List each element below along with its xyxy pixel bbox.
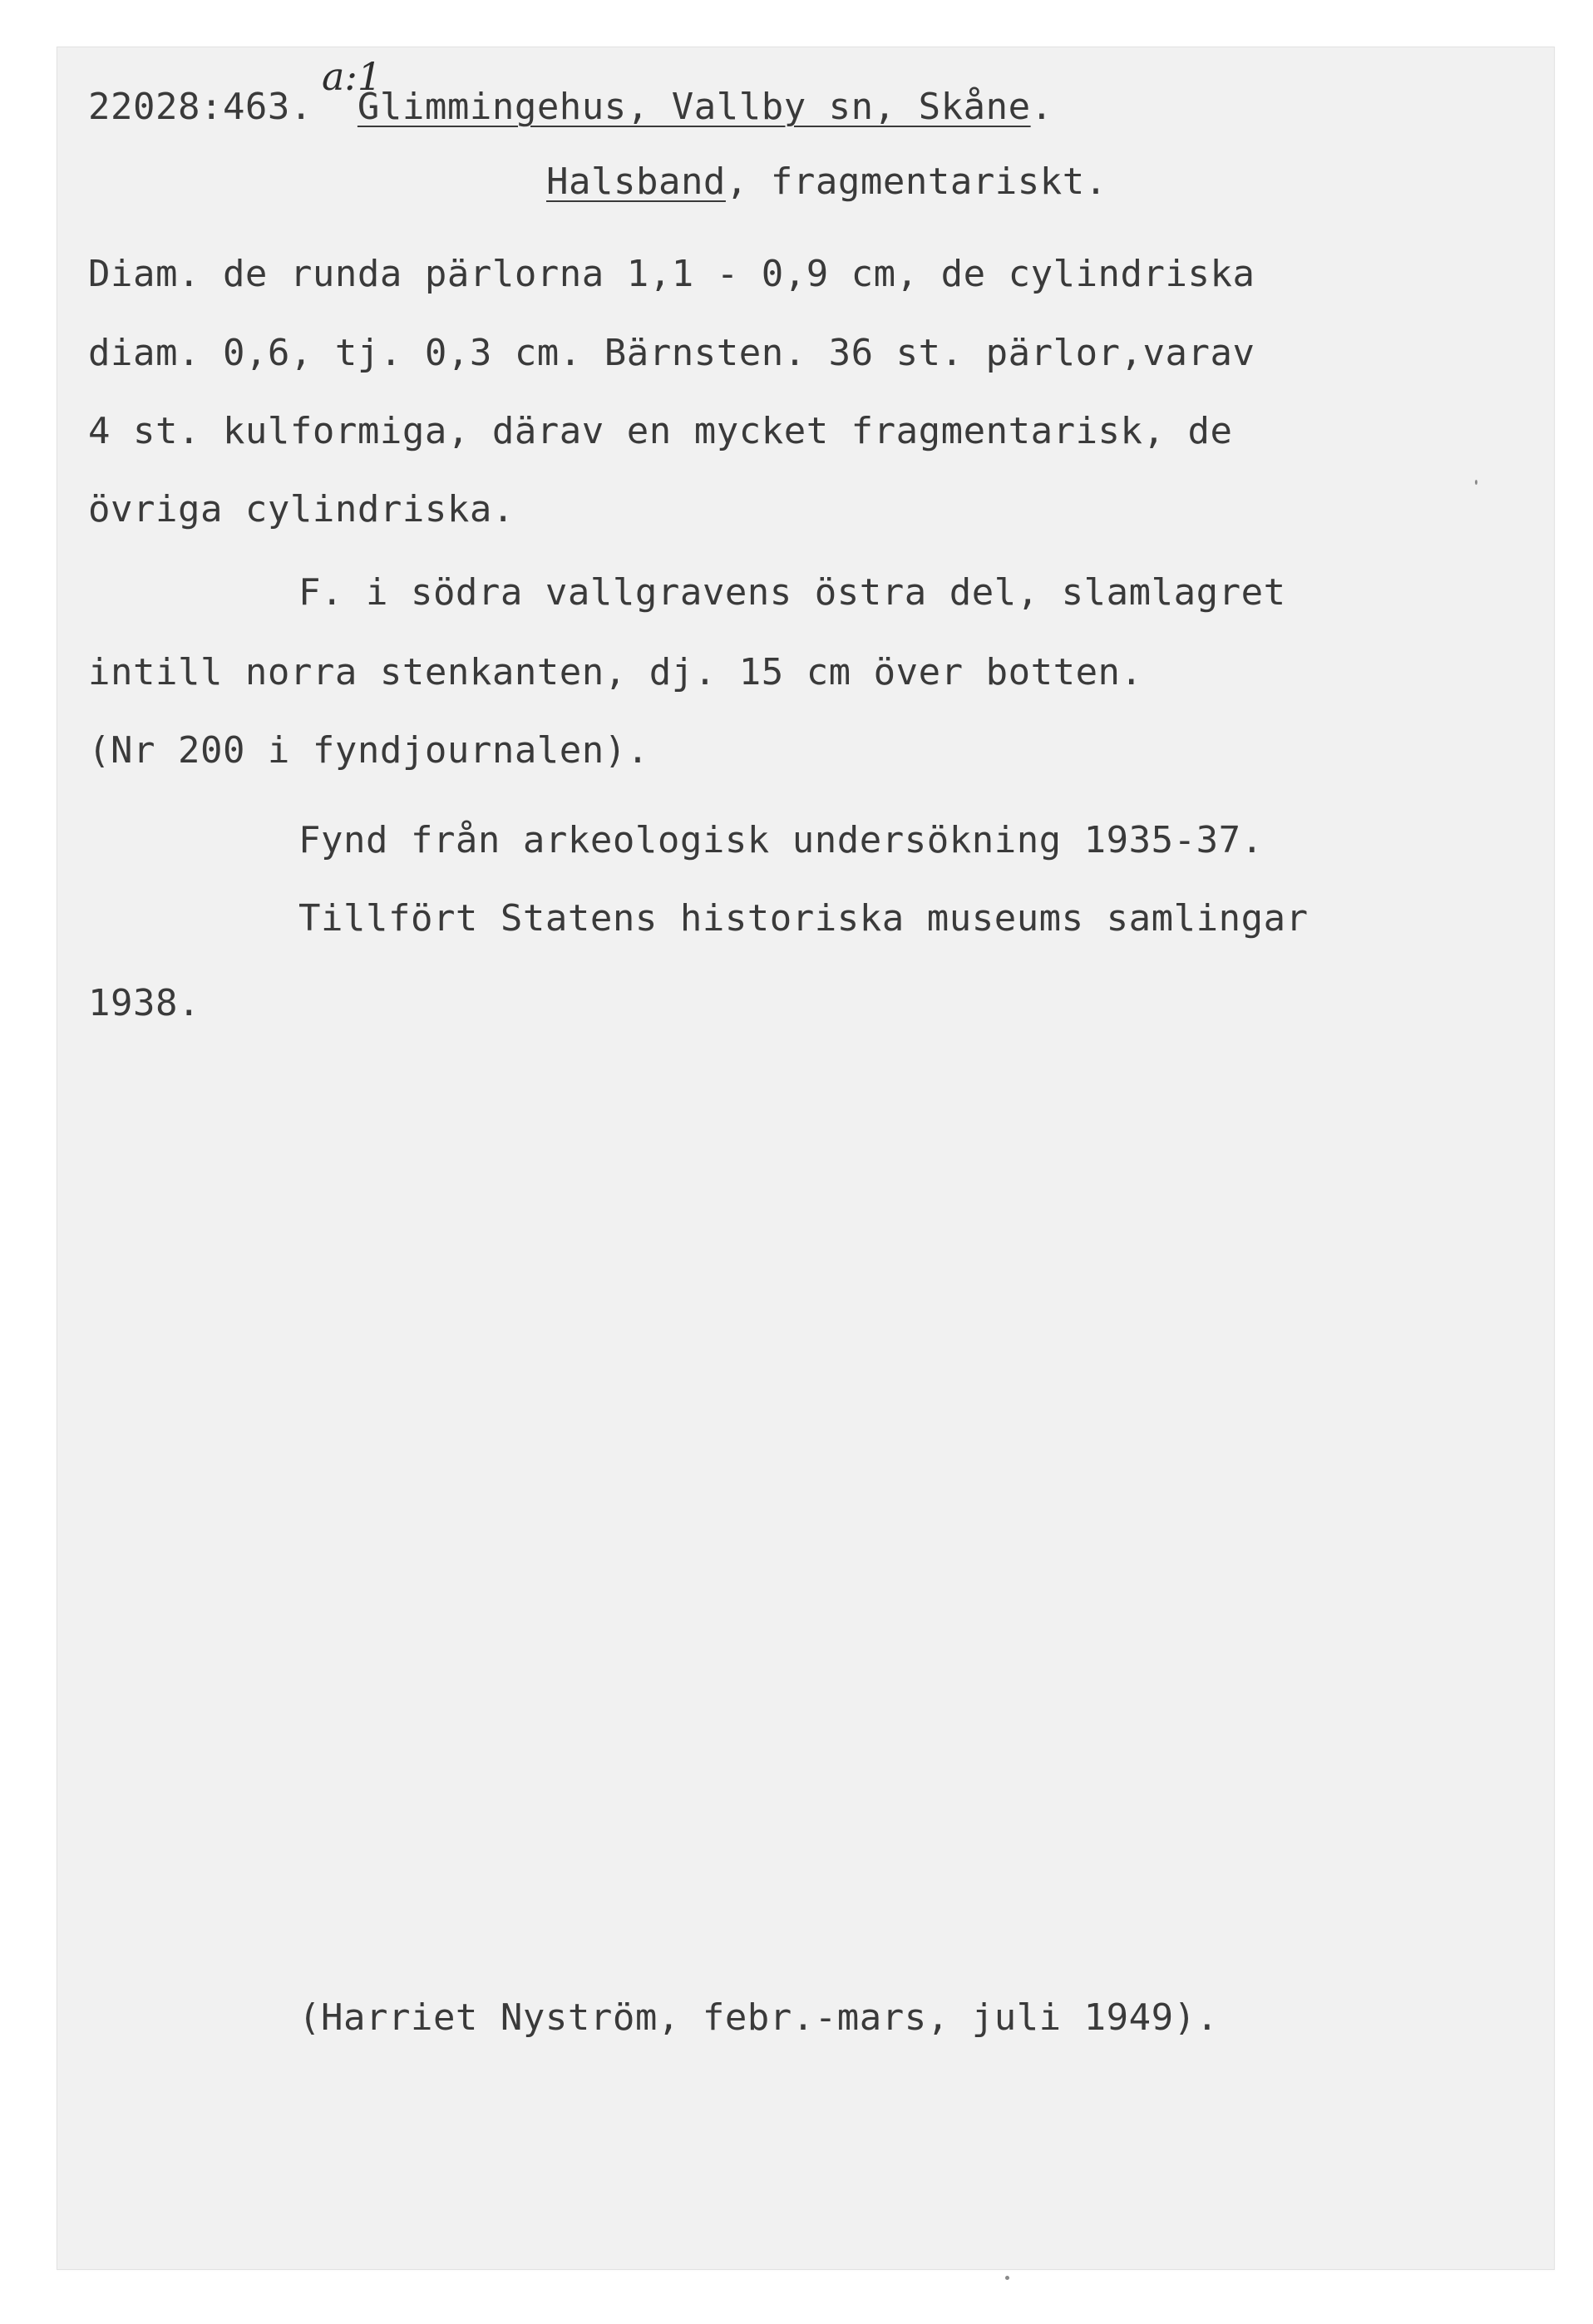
collection-year: 1938. — [88, 982, 200, 1024]
excavation-note: Fynd från arkeologisk undersökning 1935-37. — [298, 819, 1264, 861]
journal-reference: (Nr 200 i fyndjournalen). — [88, 729, 649, 772]
find-location-line: F. i södra vallgravens östra del, slamlagret — [298, 571, 1286, 614]
object-name: Halsband — [546, 160, 726, 203]
body-line-2: diam. 0,6, tj. 0,3 cm. Bärnsten. 36 st. pärlor,varav — [88, 332, 1255, 374]
paper-speck — [1475, 480, 1477, 485]
accession-number: 22028:463. — [88, 86, 313, 128]
cataloguer-signature: (Harriet Nyström, febr.-mars, juli 1949). — [298, 1996, 1219, 2039]
collection-note: Tillfört Statens historiska museums samlingar — [298, 897, 1309, 940]
object-desc: , fragmentariskt. — [725, 160, 1107, 203]
site-end: . — [1030, 86, 1053, 128]
handwritten-mark: a:1 — [322, 54, 382, 99]
body-line-1: Diam. de runda pärlorna 1,1 - 0,9 cm, de cylindriska — [88, 253, 1255, 295]
site-name: Glimmingehus, Vallby sn, Skåne — [357, 86, 1031, 128]
find-location-line-2: intill norra stenkanten, dj. 15 cm över botten. — [88, 651, 1143, 693]
paper-speck — [1005, 2276, 1009, 2280]
body-line-4: övriga cylindriska. — [88, 488, 515, 530]
catalog-card — [57, 47, 1555, 2270]
card-header — [88, 82, 1053, 132]
object-title — [546, 157, 1107, 207]
body-line-3: 4 st. kulformiga, därav en mycket fragmentarisk, de — [88, 410, 1233, 452]
